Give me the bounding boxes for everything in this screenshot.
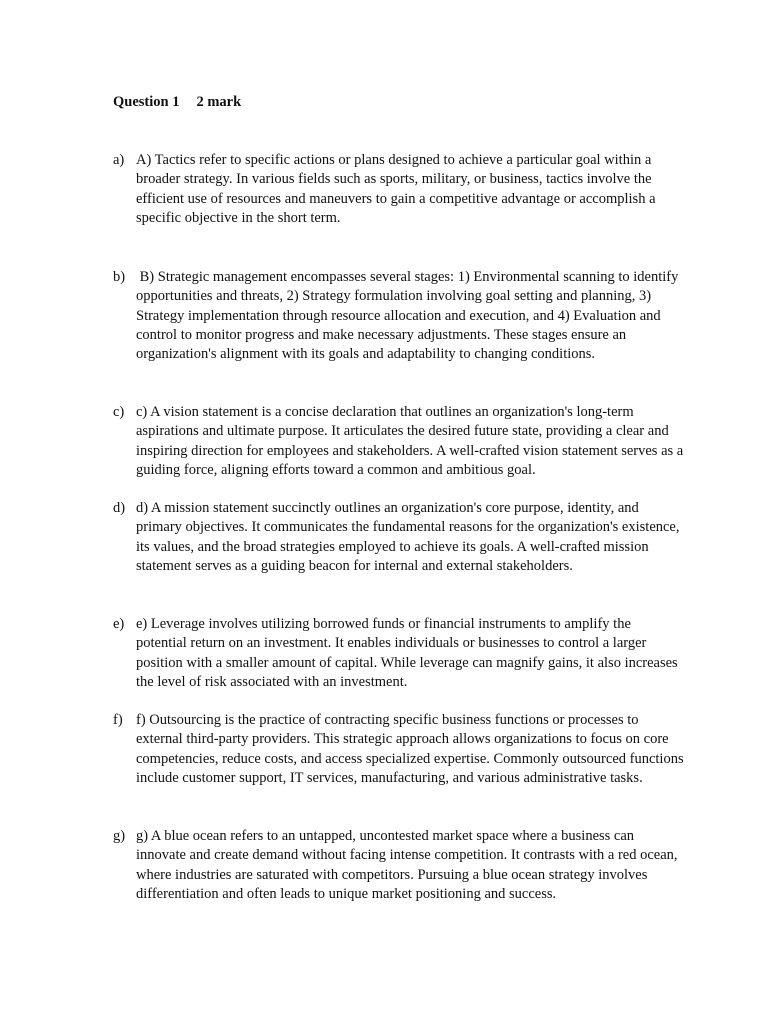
item-text: B) Strategic management encompasses several stages: 1) Environmental scanning to identify opportunities and threats, 2) Strategy formulation involving goal setting and planning, 3) Strategy implementation through resource allocation and execution, and 4) Evaluation and control to monitor progress and make necessary adjustments. These stages ensure an organization's alignment with its goals and adaptability to changing conditions. [136,269,679,363]
question-marks: 2 mark [196,94,242,110]
item-marker: e) [113,616,125,632]
answer-item-a [113,151,693,228]
item-marker: b) [113,269,126,285]
answer-item-b [113,268,693,364]
item-text: f) Outsourcing is the practice of contracting specific business functions or processes to external third-party providers. This strategic approach allows organizations to focus on core competencies, reduce costs, and access specialized expertise. Commonly outsourced functions include customer support, IT services, manufacturing, and various administrative tasks. [136,712,684,786]
item-text: A) Tactics refer to specific actions or plans designed to achieve a particular goal within a broader strategy. In various fields such as sports, military, or business, tactics involve the efficient use of resources and maneuvers to gain a competitive advantage or accomplish a specific objective in the short term. [136,152,656,226]
item-text: c) A vision statement is a concise declaration that outlines an organization's long-term aspirations and ultimate purpose. It articulates the desired future state, providing a clear and inspiring direction for employees and stakeholders. A well-crafted vision statement serves as a guiding force, aligning efforts toward a common and ambitious goal. [136,404,684,478]
item-marker: f) [113,712,123,728]
question-heading [113,93,241,112]
answer-item-c [113,403,693,480]
item-text: e) Leverage involves utilizing borrowed funds or financial instruments to amplify the potential return on an investment. It enables individuals or businesses to control a larger position with a smaller amount of capital. While leverage can magnify gains, it also increases the level of risk associated with an investment. [136,616,678,690]
answer-item-g [113,827,693,904]
item-marker: c) [113,404,125,420]
item-marker: g) [113,828,126,844]
item-marker: d) [113,500,126,516]
answer-item-d [113,499,693,576]
item-marker: a) [113,152,125,168]
question-title: Question 1 [113,94,180,110]
item-text: d) A mission statement succinctly outlines an organization's core purpose, identity, and primary objectives. It communicates the fundamental reasons for the organization's existence, its values, and the broad strategies employed to achieve its goals. A well-crafted mission statement serves as a guiding beacon for internal and external stakeholders. [136,500,680,574]
item-text: g) A blue ocean refers to an untapped, uncontested market space where a business can innovate and create demand without facing intense competition. It contrasts with a red ocean, where industries are saturated with competitors. Pursuing a blue ocean strategy involves differentiation and often leads to unique market positioning and success. [136,828,678,902]
answer-item-e [113,615,693,692]
answer-item-f [113,711,693,788]
